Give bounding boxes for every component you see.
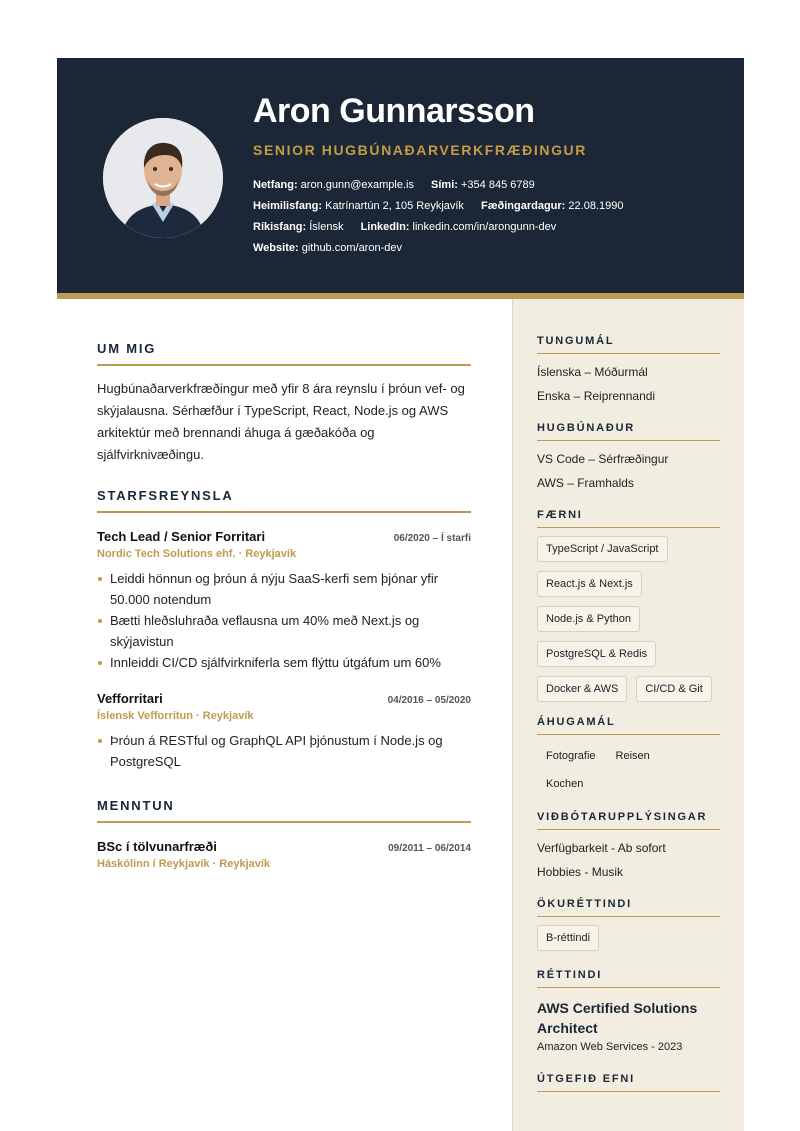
website-label: Website: xyxy=(253,242,299,254)
contact-nationality xyxy=(253,221,344,233)
job-entry-title: Tech Lead / Senior Forritari xyxy=(97,529,266,544)
job-bullets xyxy=(97,730,471,772)
sidebar xyxy=(512,299,744,1131)
education-date: 09/2011 – 06/2014 xyxy=(388,843,471,854)
resume-page xyxy=(57,58,744,1131)
section-heading-about: UM MIG xyxy=(97,341,471,366)
software-item: VS Code – Sérfræðingur xyxy=(537,452,669,466)
interests-tags xyxy=(537,743,720,797)
birthdate-label: Fæðingardagur: xyxy=(481,200,566,212)
linkedin-label: LinkedIn: xyxy=(360,221,410,233)
sidebar-heading-interests: ÁHUGAMÁL xyxy=(537,716,720,735)
nationality-value: Íslensk xyxy=(309,221,344,233)
sidebar-heading-certifications: RÉTTINDI xyxy=(537,969,720,988)
candidate-name: Aron Gunnarsson xyxy=(253,92,535,130)
nationality-label: Ríkisfang: xyxy=(253,221,307,233)
skill-tag: React.js & Next.js xyxy=(537,571,642,597)
contact-website xyxy=(253,242,402,254)
person-portrait-icon xyxy=(103,118,223,238)
contact-address xyxy=(253,200,464,212)
contact-info xyxy=(253,175,733,259)
skills-tags xyxy=(537,536,720,702)
section-heading-experience: STARFSREYNSLA xyxy=(97,488,471,513)
education-degree: BSc í tölvunarfræði xyxy=(97,839,217,854)
bullet-item: Leiddi hönnun og þróun á nýju SaaS-kerfi sem þjónar yfir 50.000 notendum xyxy=(97,568,471,610)
sidebar-heading-software: HUGBÚNAÐUR xyxy=(537,422,720,441)
license-tag: B-réttindi xyxy=(537,925,599,951)
sidebar-heading-publications: ÚTGEFIÐ EFNI xyxy=(537,1073,720,1092)
job-title-heading: SENIOR HUGBÚNAÐARVERKFRÆÐINGUR xyxy=(253,142,587,158)
certification-issuer: Amazon Web Services - 2023 xyxy=(537,1041,683,1053)
skill-tag: TypeScript / JavaScript xyxy=(537,536,668,562)
education-school: Háskólinn í Reykjavík · Reykjavík xyxy=(97,858,271,870)
main-column xyxy=(97,299,471,870)
job-entry-company: Íslensk Vefforritun · Reykjavík xyxy=(97,710,254,722)
email-label: Netfang: xyxy=(253,179,298,191)
contact-email xyxy=(253,179,414,191)
job-entry xyxy=(97,529,471,673)
skill-tag: Node.js & Python xyxy=(537,606,640,632)
contact-birthdate xyxy=(481,200,623,212)
software-item: AWS – Framhalds xyxy=(537,476,634,490)
education-entry xyxy=(97,839,471,870)
birthdate-value: 22.08.1990 xyxy=(568,200,624,212)
job-bullets xyxy=(97,568,471,673)
certification-name: AWS Certified Solutions Architect xyxy=(537,1000,698,1036)
job-entry-title: Vefforritari xyxy=(97,691,163,706)
skill-tag: Docker & AWS xyxy=(537,676,627,702)
language-item: Íslenska – Móðurmál xyxy=(537,365,648,379)
resume-header xyxy=(57,58,744,293)
sidebar-heading-additional: VIÐBÓTARUPPLÝSINGAR xyxy=(537,811,720,830)
address-label: Heimilisfang: xyxy=(253,200,323,212)
address-value: Katrínartún 2, 105 Reykjavík xyxy=(325,200,464,212)
phone-label: Sími: xyxy=(431,179,458,191)
profile-photo xyxy=(103,118,223,238)
job-entry xyxy=(97,691,471,772)
additional-item: Verfügbarkeit - Ab sofort xyxy=(537,841,666,855)
section-heading-education: MENNTUN xyxy=(97,798,471,823)
additional-item: Hobbies - Musik xyxy=(537,865,624,879)
job-entry-date: 06/2020 – Í starfi xyxy=(393,533,471,544)
bullet-item: Bætti hleðsluhraða veflausna um 40% með Next.js og skýjavistun xyxy=(97,610,471,652)
sidebar-heading-license: ÖKURÉTTINDI xyxy=(537,898,720,917)
sidebar-heading-languages: TUNGUMÁL xyxy=(537,335,720,354)
skill-tag: PostgreSQL & Redis xyxy=(537,641,656,667)
contact-phone xyxy=(431,179,535,191)
job-entry-company: Nordic Tech Solutions ehf. · Reykjavík xyxy=(97,548,297,560)
interest-tag: Reisen xyxy=(615,750,650,762)
bullet-item: Þróun á RESTful og GraphQL API þjónustum í Node.js og PostgreSQL xyxy=(97,730,471,772)
website-link[interactable]: github.com/aron-dev xyxy=(301,242,402,254)
interest-tag: Kochen xyxy=(546,778,584,790)
email-value[interactable]: aron.gunn@example.is xyxy=(300,179,414,191)
job-entry-date: 04/2016 – 05/2020 xyxy=(387,695,471,706)
language-item: Enska – Reiprennandi xyxy=(537,389,656,403)
license-tags xyxy=(537,925,720,951)
bullet-item: Innleiddi CI/CD sjálfvirkniferla sem flýttu útgáfum um 60% xyxy=(97,652,471,673)
about-text: Hugbúnaðarverkfræðingur með yfir 8 ára reynslu í þróun vef- og skýjalausna. Sérhæfður í TypeScript, React, Node.js og AWS arkitektúr með brennandi áhuga á gæðakóða og sjálfvirknivæðingu. xyxy=(97,381,465,462)
contact-linkedin xyxy=(361,221,557,233)
interest-tag: Fotografie xyxy=(546,750,596,762)
phone-value[interactable]: +354 845 6789 xyxy=(461,179,535,191)
skill-tag: CI/CD & Git xyxy=(636,676,711,702)
linkedin-link[interactable]: linkedin.com/in/arongunn-dev xyxy=(412,221,557,233)
sidebar-heading-skills: FÆRNI xyxy=(537,509,720,528)
